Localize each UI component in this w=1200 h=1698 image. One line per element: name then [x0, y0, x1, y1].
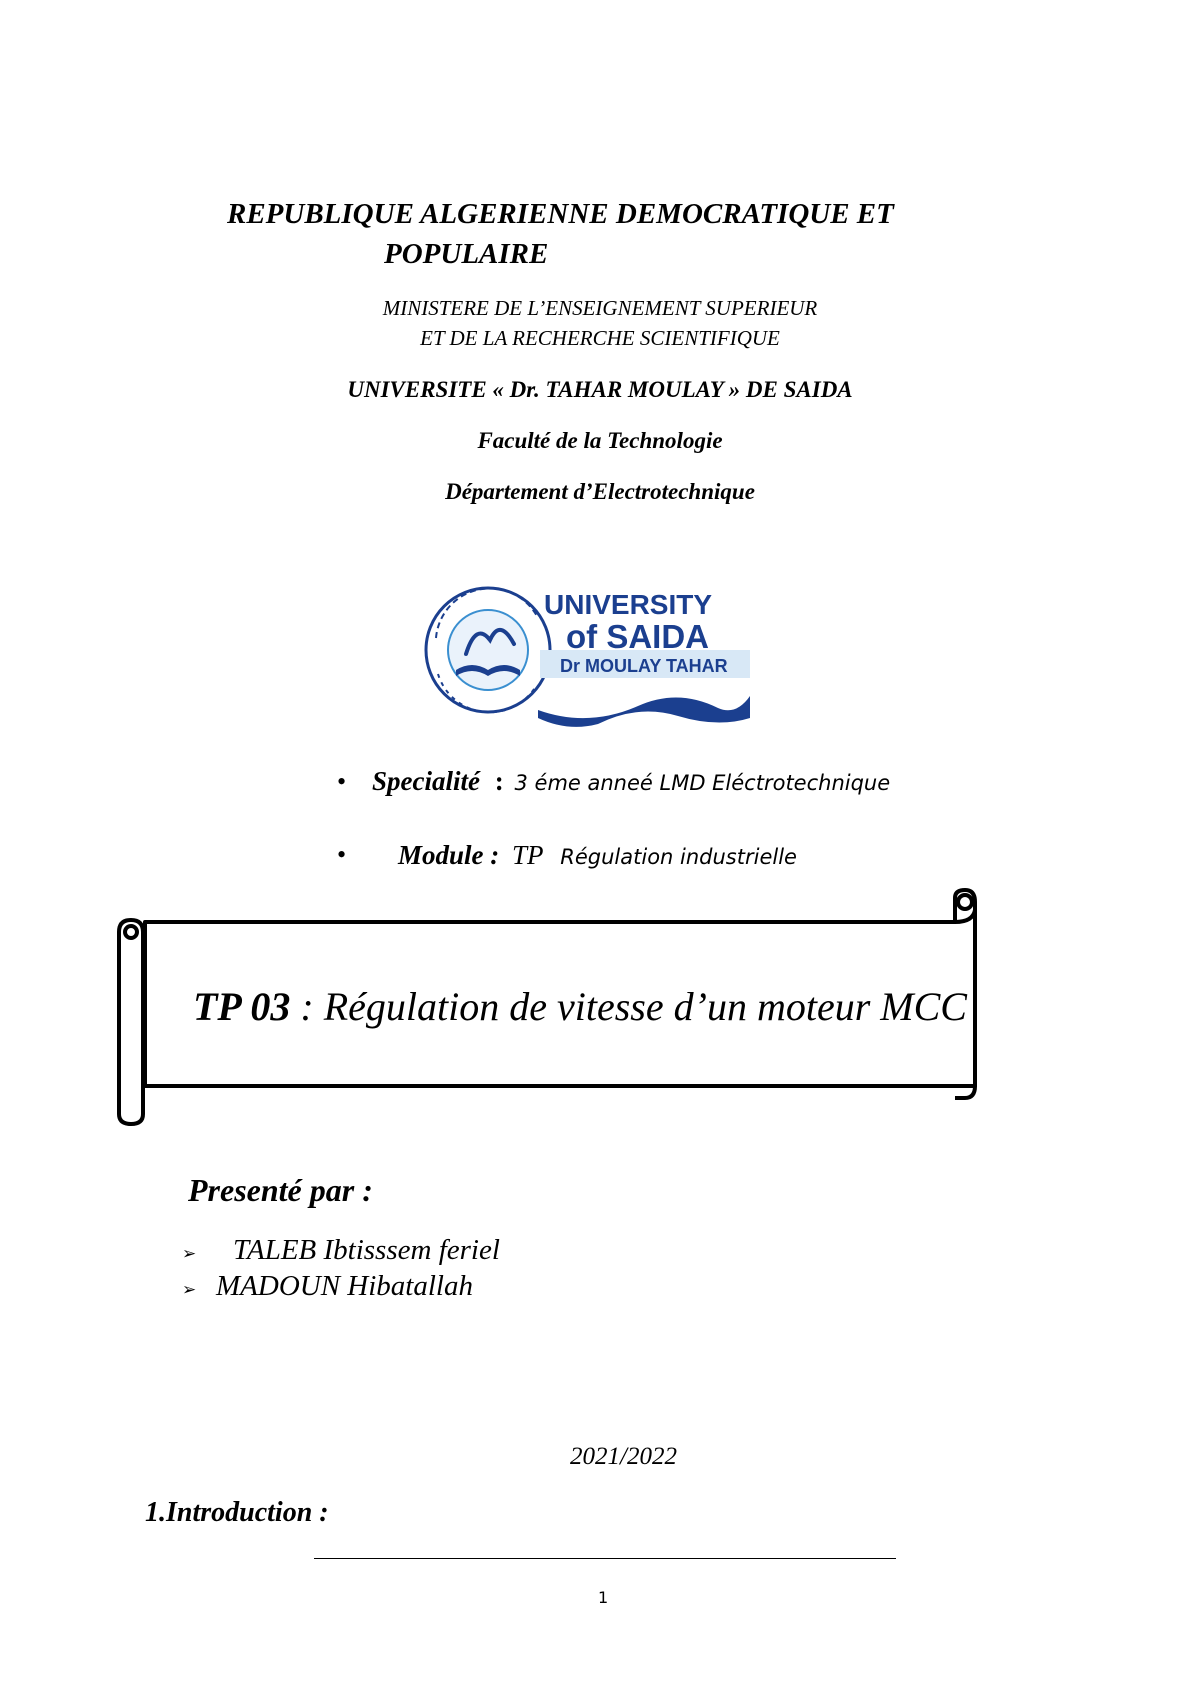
republic-line-1: REPUBLIQUE ALGERIENNE DEMOCRATIQUE ET	[227, 198, 894, 230]
speciality-value: 3 éme anneé LMD Eléctrotechnique	[514, 771, 891, 795]
republic-line-2: POPULAIRE	[384, 238, 549, 270]
tp-number: TP 03	[193, 984, 291, 1029]
academic-year: 2021/2022	[570, 1443, 677, 1470]
university-logo	[418, 578, 758, 728]
module-label: Module :	[398, 840, 500, 870]
module-tp: TP	[512, 840, 544, 870]
logo-seal-inner	[448, 610, 528, 690]
page-number: 1	[598, 1588, 609, 1607]
university-name: UNIVERSITE « Dr. TAHAR MOULAY » DE SAIDA	[347, 377, 853, 402]
logo-text-of-saida: of SAIDA	[566, 618, 709, 655]
department-name: Département d’Electrotechnique	[445, 479, 755, 504]
speciality-row	[372, 766, 890, 797]
logo-text-moulay-tahar: Dr MOULAY TAHAR	[560, 656, 728, 676]
tp-title	[193, 983, 967, 1030]
module-value: Régulation industrielle	[560, 845, 797, 869]
logo-wave	[538, 696, 750, 727]
module-row	[398, 840, 797, 871]
faculty-name: Faculté de la Technologie	[477, 428, 723, 453]
logo-text-university: UNIVERSITY	[544, 589, 713, 620]
section-heading-introduction: 1.Introduction :	[145, 1497, 329, 1528]
speciality-separator: :	[494, 766, 504, 796]
student-name: MADOUN Hibatallah	[216, 1270, 473, 1302]
footer-divider	[314, 1558, 896, 1559]
bullet-dot-icon: •	[337, 840, 347, 869]
presented-label: Presenté par :	[188, 1172, 373, 1208]
arrow-bullet-icon: ➢	[182, 1280, 197, 1299]
tp-title-text: Régulation de vitesse d’un moteur MCC	[323, 984, 967, 1029]
ministry-line-2: ET DE LA RECHERCHE SCIENTIFIQUE	[420, 326, 780, 350]
bullet-dot-icon: •	[337, 767, 347, 796]
tp-separator: :	[290, 984, 324, 1029]
ministry-line-1: MINISTERE DE L’ENSEIGNEMENT SUPERIEUR	[382, 296, 818, 320]
student-name: TALEB Ibtisssem feriel	[233, 1234, 500, 1266]
speciality-label: Specialité	[372, 766, 480, 796]
arrow-bullet-icon: ➢	[182, 1244, 197, 1263]
